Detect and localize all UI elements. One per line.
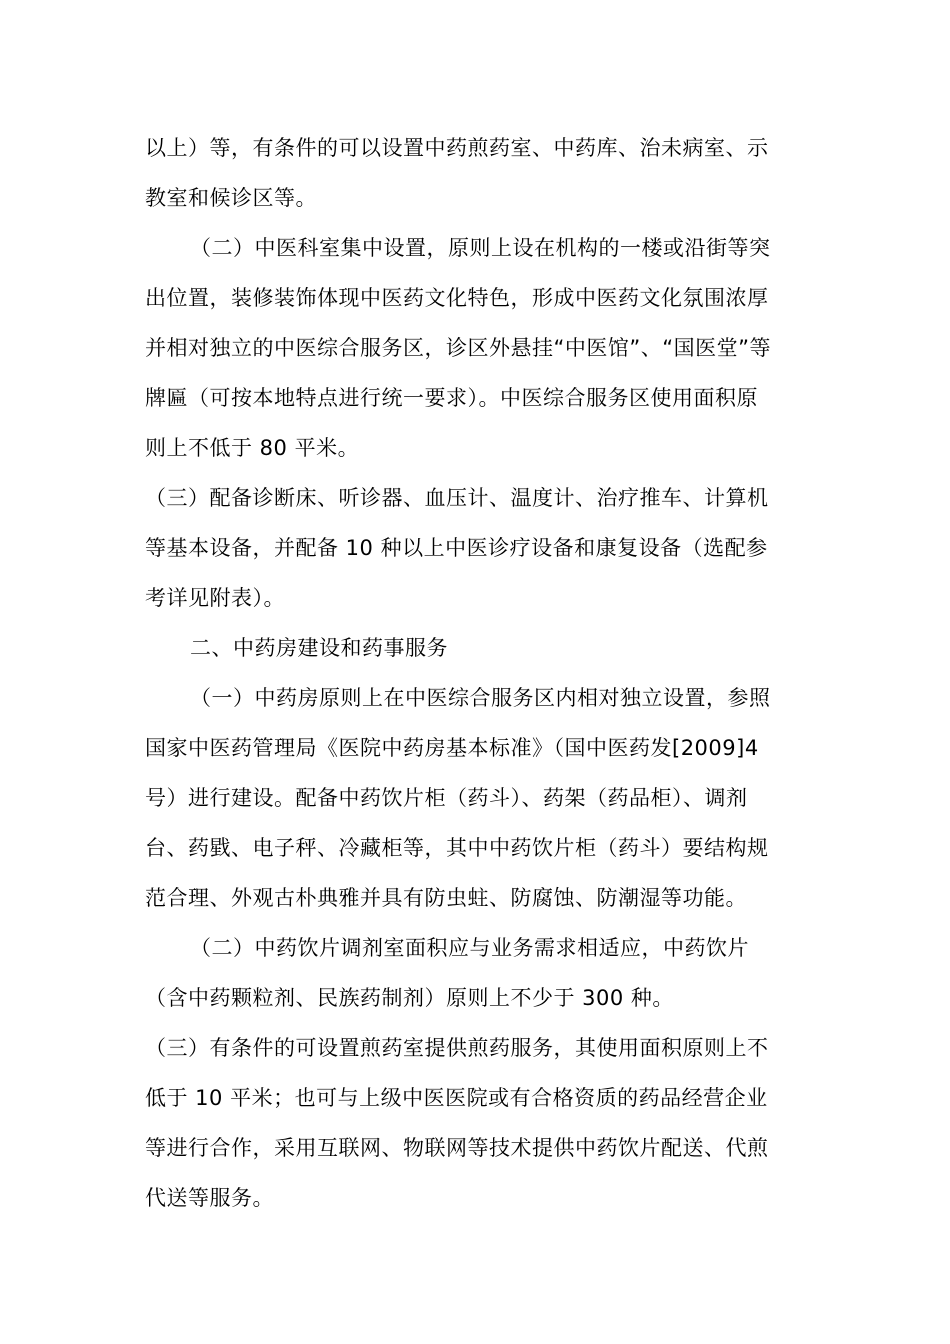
text-line: 并相对独立的中医综合服务区，诊区外悬挂“中医馆”、“国医堂”等: [145, 336, 772, 360]
text-line: （含中药颗粒剂、民族药制剂）原则上不少于 300 种。: [145, 986, 674, 1010]
text-line: 教室和候诊区等。: [145, 186, 317, 210]
text-line: （二）中药饮片调剂室面积应与业务需求相适应，中药饮片: [190, 936, 749, 960]
text-line: 考详见附表）。: [145, 586, 285, 610]
text-line: 牌匾（可按本地特点进行统一要求）。中医综合服务区使用面积原: [145, 386, 758, 410]
text-line: 台、药戥、电子秤、冷藏柜等，其中中药饮片柜（药斗）要结构规: [145, 836, 769, 860]
text-line: 国家中医药管理局《医院中药房基本标准》（国中医药发[2009]4: [145, 736, 759, 760]
text-line: 号）进行建设。配备中药饮片柜（药斗）、药架（药品柜）、调剂: [145, 786, 748, 810]
text-line: 则上不低于 80 平米。: [145, 436, 360, 460]
text-line: 等进行合作，采用互联网、物联网等技术提供中药饮片配送、代煎: [145, 1136, 769, 1160]
text-line: 代送等服务。: [145, 1186, 274, 1210]
section-heading: 二、中药房建设和药事服务: [190, 636, 448, 660]
text-line: 出位置，装修装饰体现中医药文化特色，形成中医药文化氛围浓厚: [145, 286, 769, 310]
text-line: 范合理、外观古朴典雅并具有防虫蛀、防腐蚀、防潮湿等功能。: [145, 886, 747, 910]
text-line: 低于 10 平米；也可与上级中医医院或有合格资质的药品经营企业: [145, 1086, 768, 1110]
text-line: （二）中医科室集中设置，原则上设在机构的一楼或沿街等突: [190, 236, 771, 260]
text-line: （三）有条件的可设置煎药室提供煎药服务，其使用面积原则上不: [145, 1036, 769, 1060]
text-line: （一）中药房原则上在中医综合服务区内相对独立设置，参照: [190, 686, 771, 710]
text-line: 以上）等，有条件的可以设置中药煎药室、中药库、治未病室、示: [145, 136, 769, 160]
text-line: 等基本设备，并配备 10 种以上中医诊疗设备和康复设备（选配参: [145, 536, 768, 560]
text-line: （三）配备诊断床、听诊器、血压计、温度计、治疗推车、计算机: [145, 486, 769, 510]
